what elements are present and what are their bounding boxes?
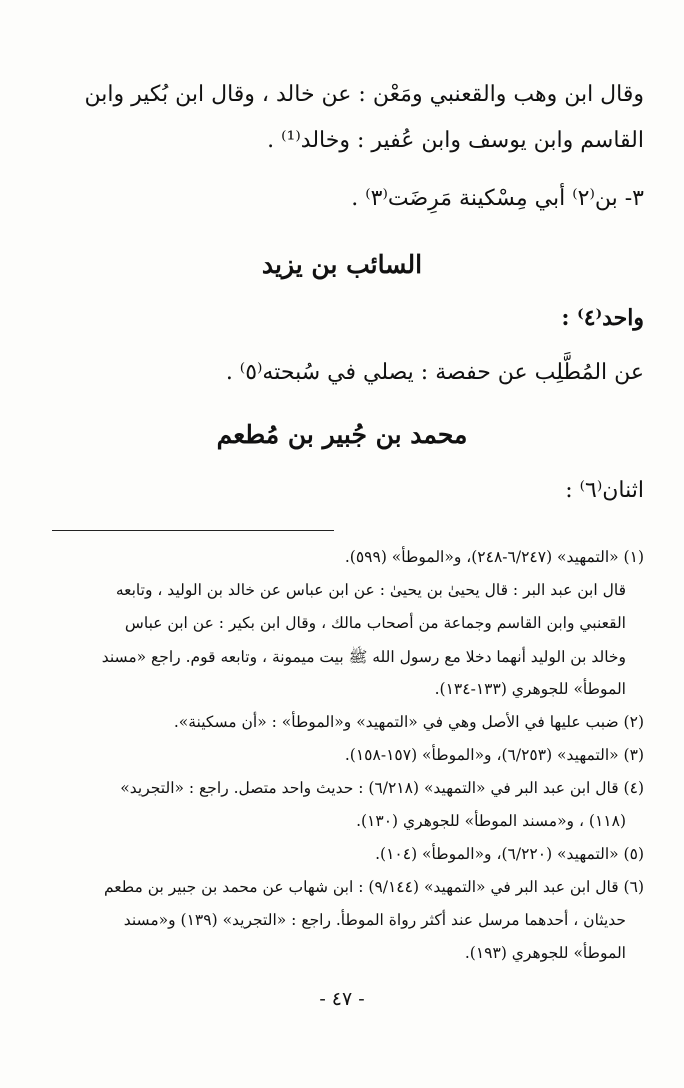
footnote-1-line-3: القعنبي وابن القاسم وجماعة من أصحاب مالك ، وقال ابن بكير : عن ابن عباس: [124, 614, 626, 632]
footnote-6: (٦) قال ابن عبد البر في «التمهيد» (٩/١٤٤) : ابن شهاب عن محمد بن جبير بن مطعم: [103, 878, 644, 896]
page-number: - ٤٧ -: [319, 988, 365, 1010]
text-line-1: وقال ابن وهب والقعنبي ومَعْن : عن خالد ، وقال ابن بُكير وابن: [84, 82, 644, 107]
footnote-2: (٢) ضبب عليها في الأصل وهي في «التمهيد» و«الموطأ» : «أن مسكينة».: [173, 713, 644, 731]
section-heading-saib: السائب بن يزيد: [261, 250, 423, 279]
text-line-2: القاسم وابن يوسف وابن عُفير : وخالد⁽¹⁾ .: [267, 128, 644, 153]
footnote-6-line-3: الموطأ» للجوهري (١٩٣).: [464, 944, 626, 962]
footnote-4: (٤) قال ابن عبد البر في «التمهيد» (٦/٢١٨) : حديث واحد متصل. راجع : «التجريد»: [120, 779, 644, 797]
text-line-3: ٣- بن⁽٢⁾ أبي مِسْكينة مَرِضَت⁽٣⁾ .: [351, 186, 644, 211]
count-label-ithnan: اثنان⁽٦⁾ :: [565, 478, 644, 503]
footnote-4-line-2: (١١٨) ، و«مسند الموطأ» للجوهري (١٣٠).: [356, 812, 626, 830]
count-label-wahid: واحد⁽٤⁾ :: [561, 305, 644, 331]
footnote-divider: [52, 530, 334, 531]
footnote-6-line-2: حديثان ، أحدهما مرسل عند أكثر رواة الموطأ. راجع : «التجريد» (١٣٩) و«مسند: [123, 911, 626, 929]
footnote-1: (١) «التمهيد» (٦/٢٤٧-٢٤٨)، و«الموطأ» (٥٩٩).: [344, 548, 644, 566]
footnote-3: (٣) «التمهيد» (٦/٢٥٣)، و«الموطأ» (١٥٧-١٥٨).: [344, 746, 644, 764]
section-heading-muhammad: محمد بن جُبير بن مُطعم: [216, 420, 468, 449]
footnote-5: (٥) «التمهيد» (٦/٢٢٠)، و«الموطأ» (١٠٤).: [375, 845, 644, 863]
footnote-1-line-4: وخالد بن الوليد أنهما دخلا مع رسول الله ﷺ بيت ميمونة ، وتابعه قوم. راجع «مسند: [101, 648, 626, 666]
text-line-muttalib: عن المُطَّلِب عن حفصة : يصلي في سُبحته⁽٥⁾ .: [225, 360, 644, 385]
footnote-1-line-5: الموطأ» للجوهري (١٣٣-١٣٤).: [434, 680, 626, 698]
footnote-1-line-2: قال ابن عبد البر : قال يحيىٰ بن يحيىٰ : عن ابن عباس عن خالد بن الوليد ، وتابعه: [115, 581, 626, 599]
